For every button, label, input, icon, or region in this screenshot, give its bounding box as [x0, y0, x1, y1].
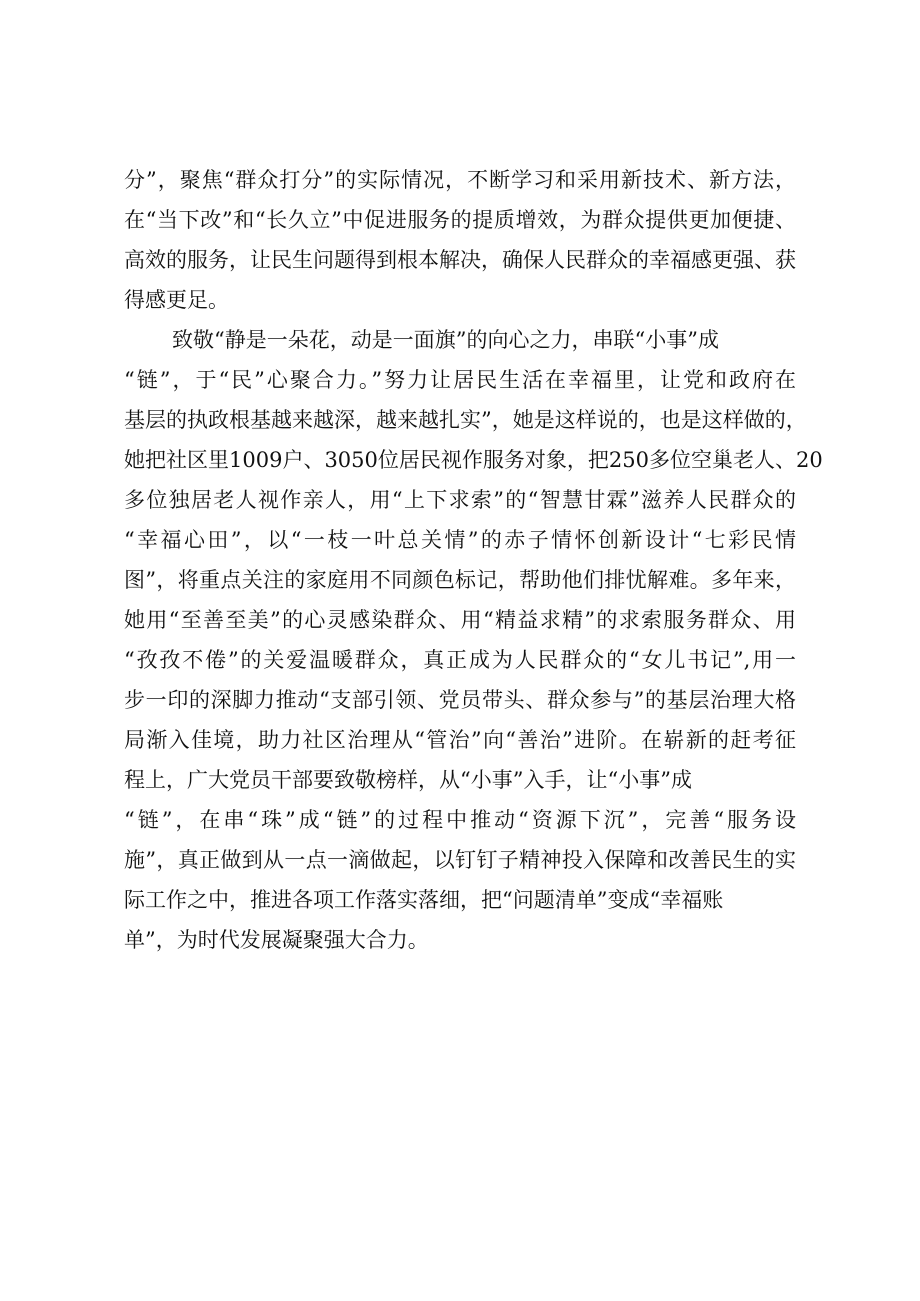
text-line: 程上，广大党员干部要致敬榜样，从“小事”入手，让“小事”成 — [124, 768, 692, 792]
document-body — [124, 160, 823, 960]
text-line: 得感更足。 — [124, 288, 229, 312]
text-line: 高效的服务，让民生问题得到根本解决，确保人民群众的幸福感更强、获 — [124, 248, 796, 272]
text-line: 多位独居老人视作亲人，用“上下求索”的“智慧甘霖”滋养人民群众的 — [124, 488, 796, 512]
text-line: “链”，于“民”心聚合力。”努力让居民生活在幸福里，让党和政府在 — [124, 368, 796, 392]
text-line: 在“当下改”和“长久立”中促进服务的提质增效，为群众提供更加便捷、 — [124, 208, 796, 232]
paragraph-1 — [124, 160, 796, 320]
text-line: 步一印的深脚力推动“支部引领、党员带头、群众参与”的基层治理大格 — [124, 688, 796, 712]
text-line: 图”，将重点关注的家庭用不同颜色标记，帮助他们排忧解难。多年来， — [124, 568, 796, 592]
text-line: 她把社区里1009户、3050位居民视作服务对象，把250多位空巢老人、20 — [124, 448, 823, 472]
text-line: 致敬“静是一朵花，动是一面旗”的向心之力，串联“小事”成 — [172, 328, 719, 352]
text-line: 际工作之中，推进各项工作落实落细，把“问题清单”变成“幸福账 — [124, 888, 724, 912]
text-line: 单”，为时代发展凝聚强大合力。 — [124, 928, 429, 952]
text-line: 局渐入佳境，助力社区治理从“管治”向“善治”进阶。在崭新的赶考征 — [124, 728, 796, 752]
text-line: “幸福心田”，以“一枝一叶总关情”的赤子情怀创新设计“七彩民情 — [124, 528, 796, 552]
text-line: 基层的执政根基越来越深，越来越扎实”，她是这样说的，也是这样做的， — [124, 408, 807, 432]
text-line: 施”，真正做到从一点一滴做起，以钉钉子精神投入保障和改善民生的实 — [124, 848, 796, 872]
text-line: 分”，聚焦“群众打分”的实际情况，不断学习和采用新技术、新方法， — [124, 168, 796, 192]
text-line: “链”，在串“珠”成“链”的过程中推动“资源下沉”，完善“服务设 — [124, 808, 796, 832]
text-line: 她用“至善至美”的心灵感染群众、用“精益求精”的求索服务群众、用 — [124, 608, 796, 632]
text-line: “孜孜不倦”的关爱温暖群众，真正成为人民群众的“女儿书记”,用一 — [124, 648, 796, 672]
paragraph-2 — [124, 320, 823, 960]
